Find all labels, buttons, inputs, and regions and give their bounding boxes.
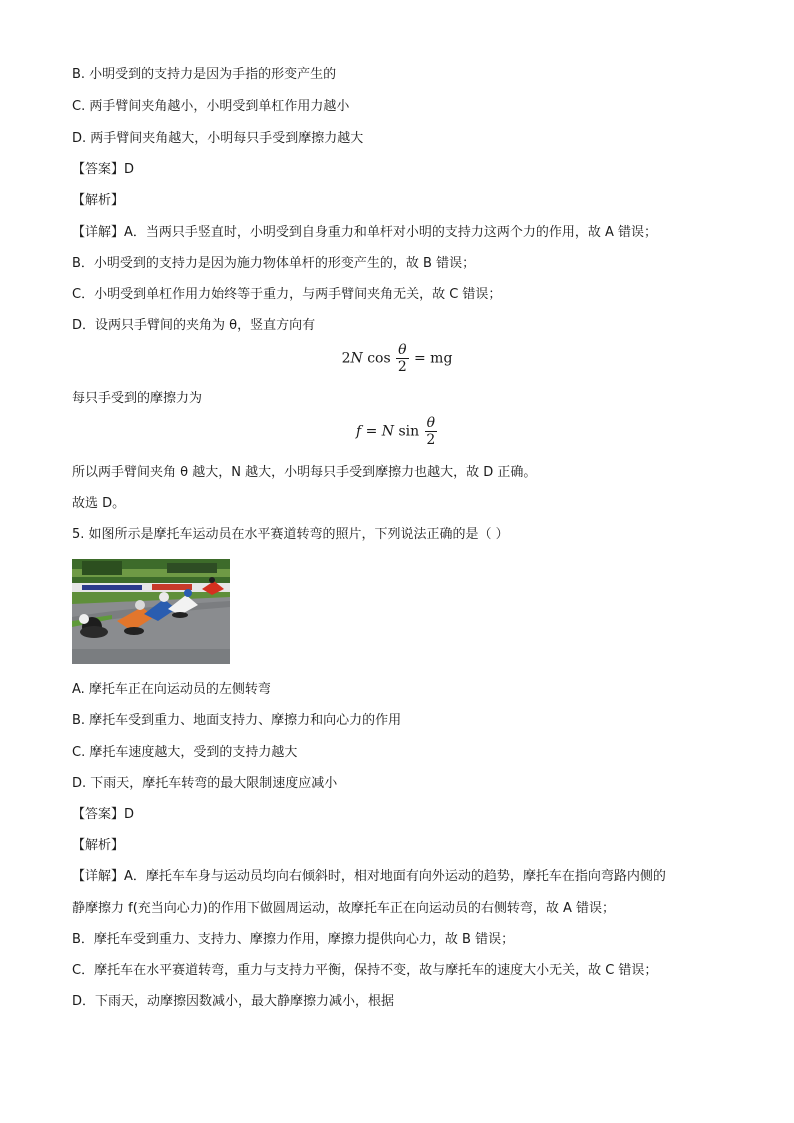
formula-func-cos: cos — [362, 350, 391, 367]
question-5-stem: 5. 如图所示是摩托车运动员在水平赛道转弯的照片，下列说法正确的是（ ） — [72, 527, 509, 542]
option-a-q5: A. 摩托车正在向运动员的左侧转弯 — [72, 682, 271, 697]
explanation-d-q5: D．下雨天，动摩擦因数减小，最大静摩擦力减小，根据 — [72, 994, 395, 1009]
option-c-q4: C. 两手臂间夹角越小，小明受到单杠作用力越小 — [72, 99, 350, 114]
option-c-q5: C. 摩托车速度越大，受到的支持力越大 — [72, 745, 298, 760]
fraction-denominator: 2 — [397, 359, 407, 375]
explanation-a-q5: 【详解】A．摩托车车身与运动员均向右倾斜时，相对地面有向外运动的趋势，摩托车在指向弯路内侧的 — [72, 869, 666, 884]
fraction-denominator: 2 — [426, 432, 436, 448]
formula-coef: 2 — [341, 350, 351, 367]
motorcycle-race-photo — [72, 559, 230, 664]
conclusion-q4: 所以两手臂间夹角 θ 越大，N 越大，小明每只手受到摩擦力也越大，故 D 正确。 — [72, 465, 537, 480]
explanation-b-q4: B．小明受到的支持力是因为施力物体单杆的形变产生的，故 B 错误； — [72, 256, 476, 271]
formula-lhs: f — [355, 423, 362, 440]
explanation-c-q5: C．摩托车在水平赛道转弯，重力与支持力平衡，保持不变，故与摩托车的速度大小无关，故 C 错误； — [72, 963, 658, 978]
explanation-a-q5-cont: 静摩擦力 f(充当向心力)的作用下做圆周运动，故摩托车正在向运动员的右侧转弯，故 A 错误； — [72, 901, 616, 916]
fraction — [396, 342, 408, 375]
formula-func-sin: sin — [394, 423, 420, 440]
option-b-q4: B. 小明受到的支持力是因为手指的形变产生的 — [72, 67, 337, 82]
formula-cos — [0, 342, 794, 375]
answer-q5: 【答案】D — [72, 807, 135, 822]
choice-q4: 故选 D。 — [72, 496, 126, 511]
fraction-numerator: θ — [426, 415, 436, 431]
analysis-heading-q4: 【解析】 — [72, 193, 125, 208]
explanation-b-q5: B．摩托车受到重力、支持力、摩擦力作用，摩擦力提供向心力，故 B 错误； — [72, 932, 515, 947]
formula-sin — [0, 415, 794, 448]
option-d-q5: D. 下雨天，摩托车转弯的最大限制速度应减小 — [72, 776, 338, 791]
fraction — [425, 415, 437, 448]
analysis-heading-q5: 【解析】 — [72, 838, 125, 853]
option-d-q4: D. 两手臂间夹角越大，小明每只手受到摩擦力越大 — [72, 131, 364, 146]
formula-eq: = — [361, 423, 382, 440]
explanation-c-q4: C．小明受到单杠作用力始终等于重力，与两手臂间夹角无关，故 C 错误； — [72, 287, 502, 302]
explanation-d-q4: D．设两只手臂间的夹角为 θ，竖直方向有 — [72, 318, 316, 333]
formula-var-n: N — [350, 350, 363, 367]
formula-var-n: N — [381, 423, 395, 440]
explanation-a-q4: 【详解】A．当两只手竖直时，小明受到自身重力和单杆对小明的支持力这两个力的作用，故 A 错误； — [72, 225, 658, 240]
friction-intro: 每只手受到的摩擦力为 — [72, 391, 203, 406]
fraction-numerator: θ — [398, 342, 407, 358]
option-b-q5: B. 摩托车受到重力、地面支持力、摩擦力和向心力的作用 — [72, 713, 402, 728]
answer-q4: 【答案】D — [72, 162, 135, 177]
formula-rhs: = mg — [414, 350, 453, 367]
